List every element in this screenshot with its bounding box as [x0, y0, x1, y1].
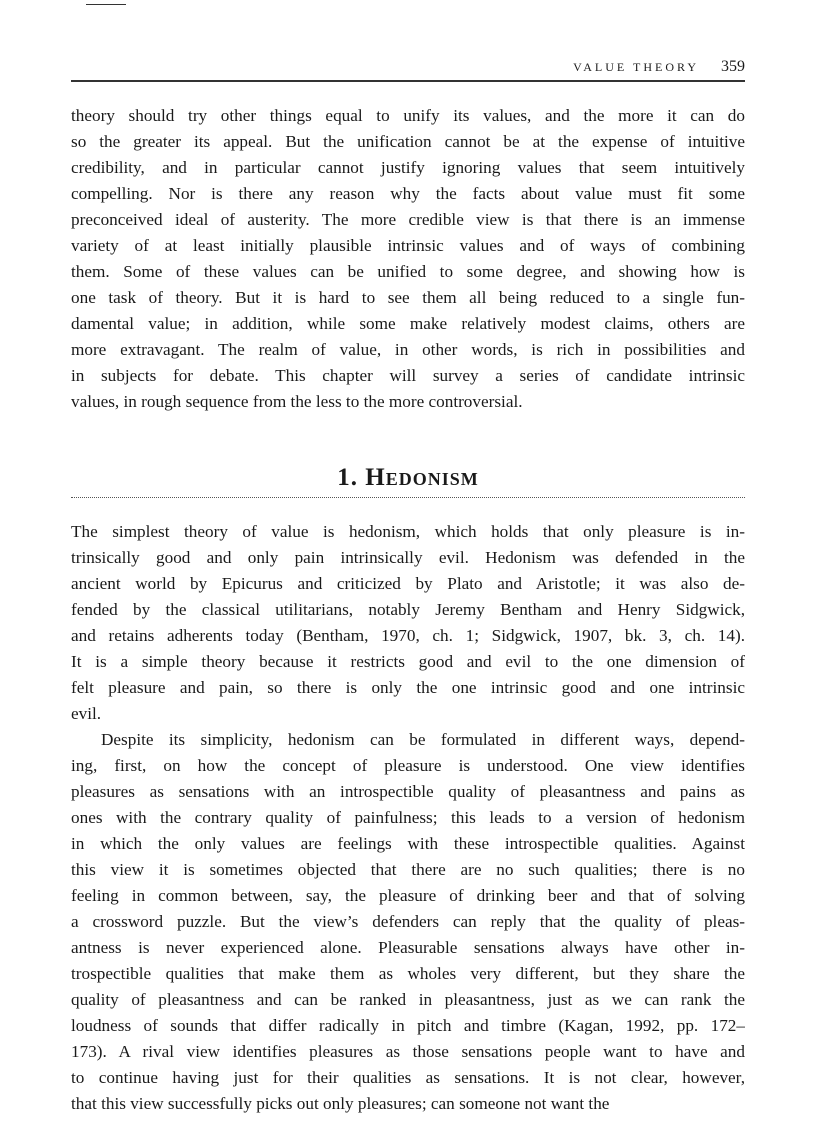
text-line: preconceived ideal of austerity. The more credible view is that there is an immense: [71, 210, 745, 229]
text-line: one task of theory. But it is hard to see them all being reduced to a single fun-: [71, 288, 745, 307]
paragraph-hedonism-1: [71, 519, 745, 727]
text-line: in which the only values are feelings with these introspectible qualities. Against: [71, 834, 745, 853]
top-crop-mark: [86, 4, 126, 5]
text-line: a crossword puzzle. But the view’s defenders can reply that the quality of pleas-: [71, 912, 745, 931]
text-line: values, in rough sequence from the less to the more controversial.: [71, 392, 523, 411]
paragraph-hedonism-2: [71, 727, 745, 1117]
text-line: Despite its simplicity, hedonism can be formulated in different ways, depend-: [101, 730, 745, 749]
text-line: compelling. Nor is there any reason why the facts about value must fit some: [71, 184, 745, 203]
text-line: felt pleasure and pain, so there is only the one intrinsic good and one intrinsic: [71, 678, 745, 697]
text-line: 173). A rival view identifies pleasures as those sensations people want to have and: [71, 1042, 745, 1061]
running-head: [71, 58, 745, 76]
text-line: trinsically good and only pain intrinsically evil. Hedonism was defended in the: [71, 548, 745, 567]
text-line: ing, first, on how the concept of pleasure is understood. One view identifies: [71, 756, 745, 775]
running-head-title: VALUE THEORY: [573, 60, 699, 74]
text-line: theory should try other things equal to unify its values, and the more it can do: [71, 106, 745, 125]
text-line: and retains adherents today (Bentham, 1970, ch. 1; Sidgwick, 1907, bk. 3, ch. 14).: [71, 626, 745, 645]
text-line: them. Some of these values can be unified to some degree, and showing how is: [71, 262, 745, 281]
text-line: damental value; in addition, while some make relatively modest claims, others are: [71, 314, 745, 333]
text-line: pleasures as sensations with an introspectible quality of pleasantness and pains as: [71, 782, 745, 801]
text-line: variety of at least initially plausible intrinsic values and of ways of combining: [71, 236, 745, 255]
text-line: ones with the contrary quality of painfulness; this leads to a version of hedonism: [71, 808, 745, 827]
paragraph-intro: [71, 103, 745, 415]
text-line: evil.: [71, 704, 102, 723]
text-line: trospectible qualities that make them as wholes very different, but they share the: [71, 964, 745, 983]
text-line: this view it is sometimes objected that there are no such qualities; there is no: [71, 860, 745, 879]
page-number: 359: [721, 58, 745, 75]
text-line: loudness of sounds that differ radically in pitch and timbre (Kagan, 1992, pp. 172–: [71, 1016, 745, 1035]
text-line: credibility, and in particular cannot justify ignoring values that seem intuitively: [71, 158, 745, 177]
text-line: The simplest theory of value is hedonism, which holds that only pleasure is in-: [71, 522, 745, 541]
text-line: that this view successfully picks out only pleasures; can someone not want the: [71, 1094, 610, 1113]
text-line: It is a simple theory because it restricts good and evil to the one dimension of: [71, 652, 745, 671]
text-line: fended by the classical utilitarians, notably Jeremy Bentham and Henry Sidgwick,: [71, 600, 745, 619]
text-line: antness is never experienced alone. Pleasurable sensations always have other in-: [71, 938, 745, 957]
text-line: quality of pleasantness and can be ranked in pleasantness, just as we can rank the: [71, 990, 745, 1009]
text-line: in subjects for debate. This chapter will survey a series of candidate intrinsic: [71, 366, 745, 385]
text-line: so the greater its appeal. But the unification cannot be at the expense of intuitive: [71, 132, 745, 151]
header-rule: [71, 80, 745, 82]
text-line: more extravagant. The realm of value, in other words, is rich in possibilities and: [71, 340, 745, 359]
heading-dotted-rule: [71, 497, 745, 498]
text-line: ancient world by Epicurus and criticized by Plato and Aristotle; it was also de-: [71, 574, 745, 593]
text-line: to continue having just for their qualities as sensations. It is not clear, however,: [71, 1068, 745, 1087]
section-heading: 1. Hedonism: [337, 464, 479, 491]
text-line: feeling in common between, say, the pleasure of drinking beer and that of solving: [71, 886, 745, 905]
